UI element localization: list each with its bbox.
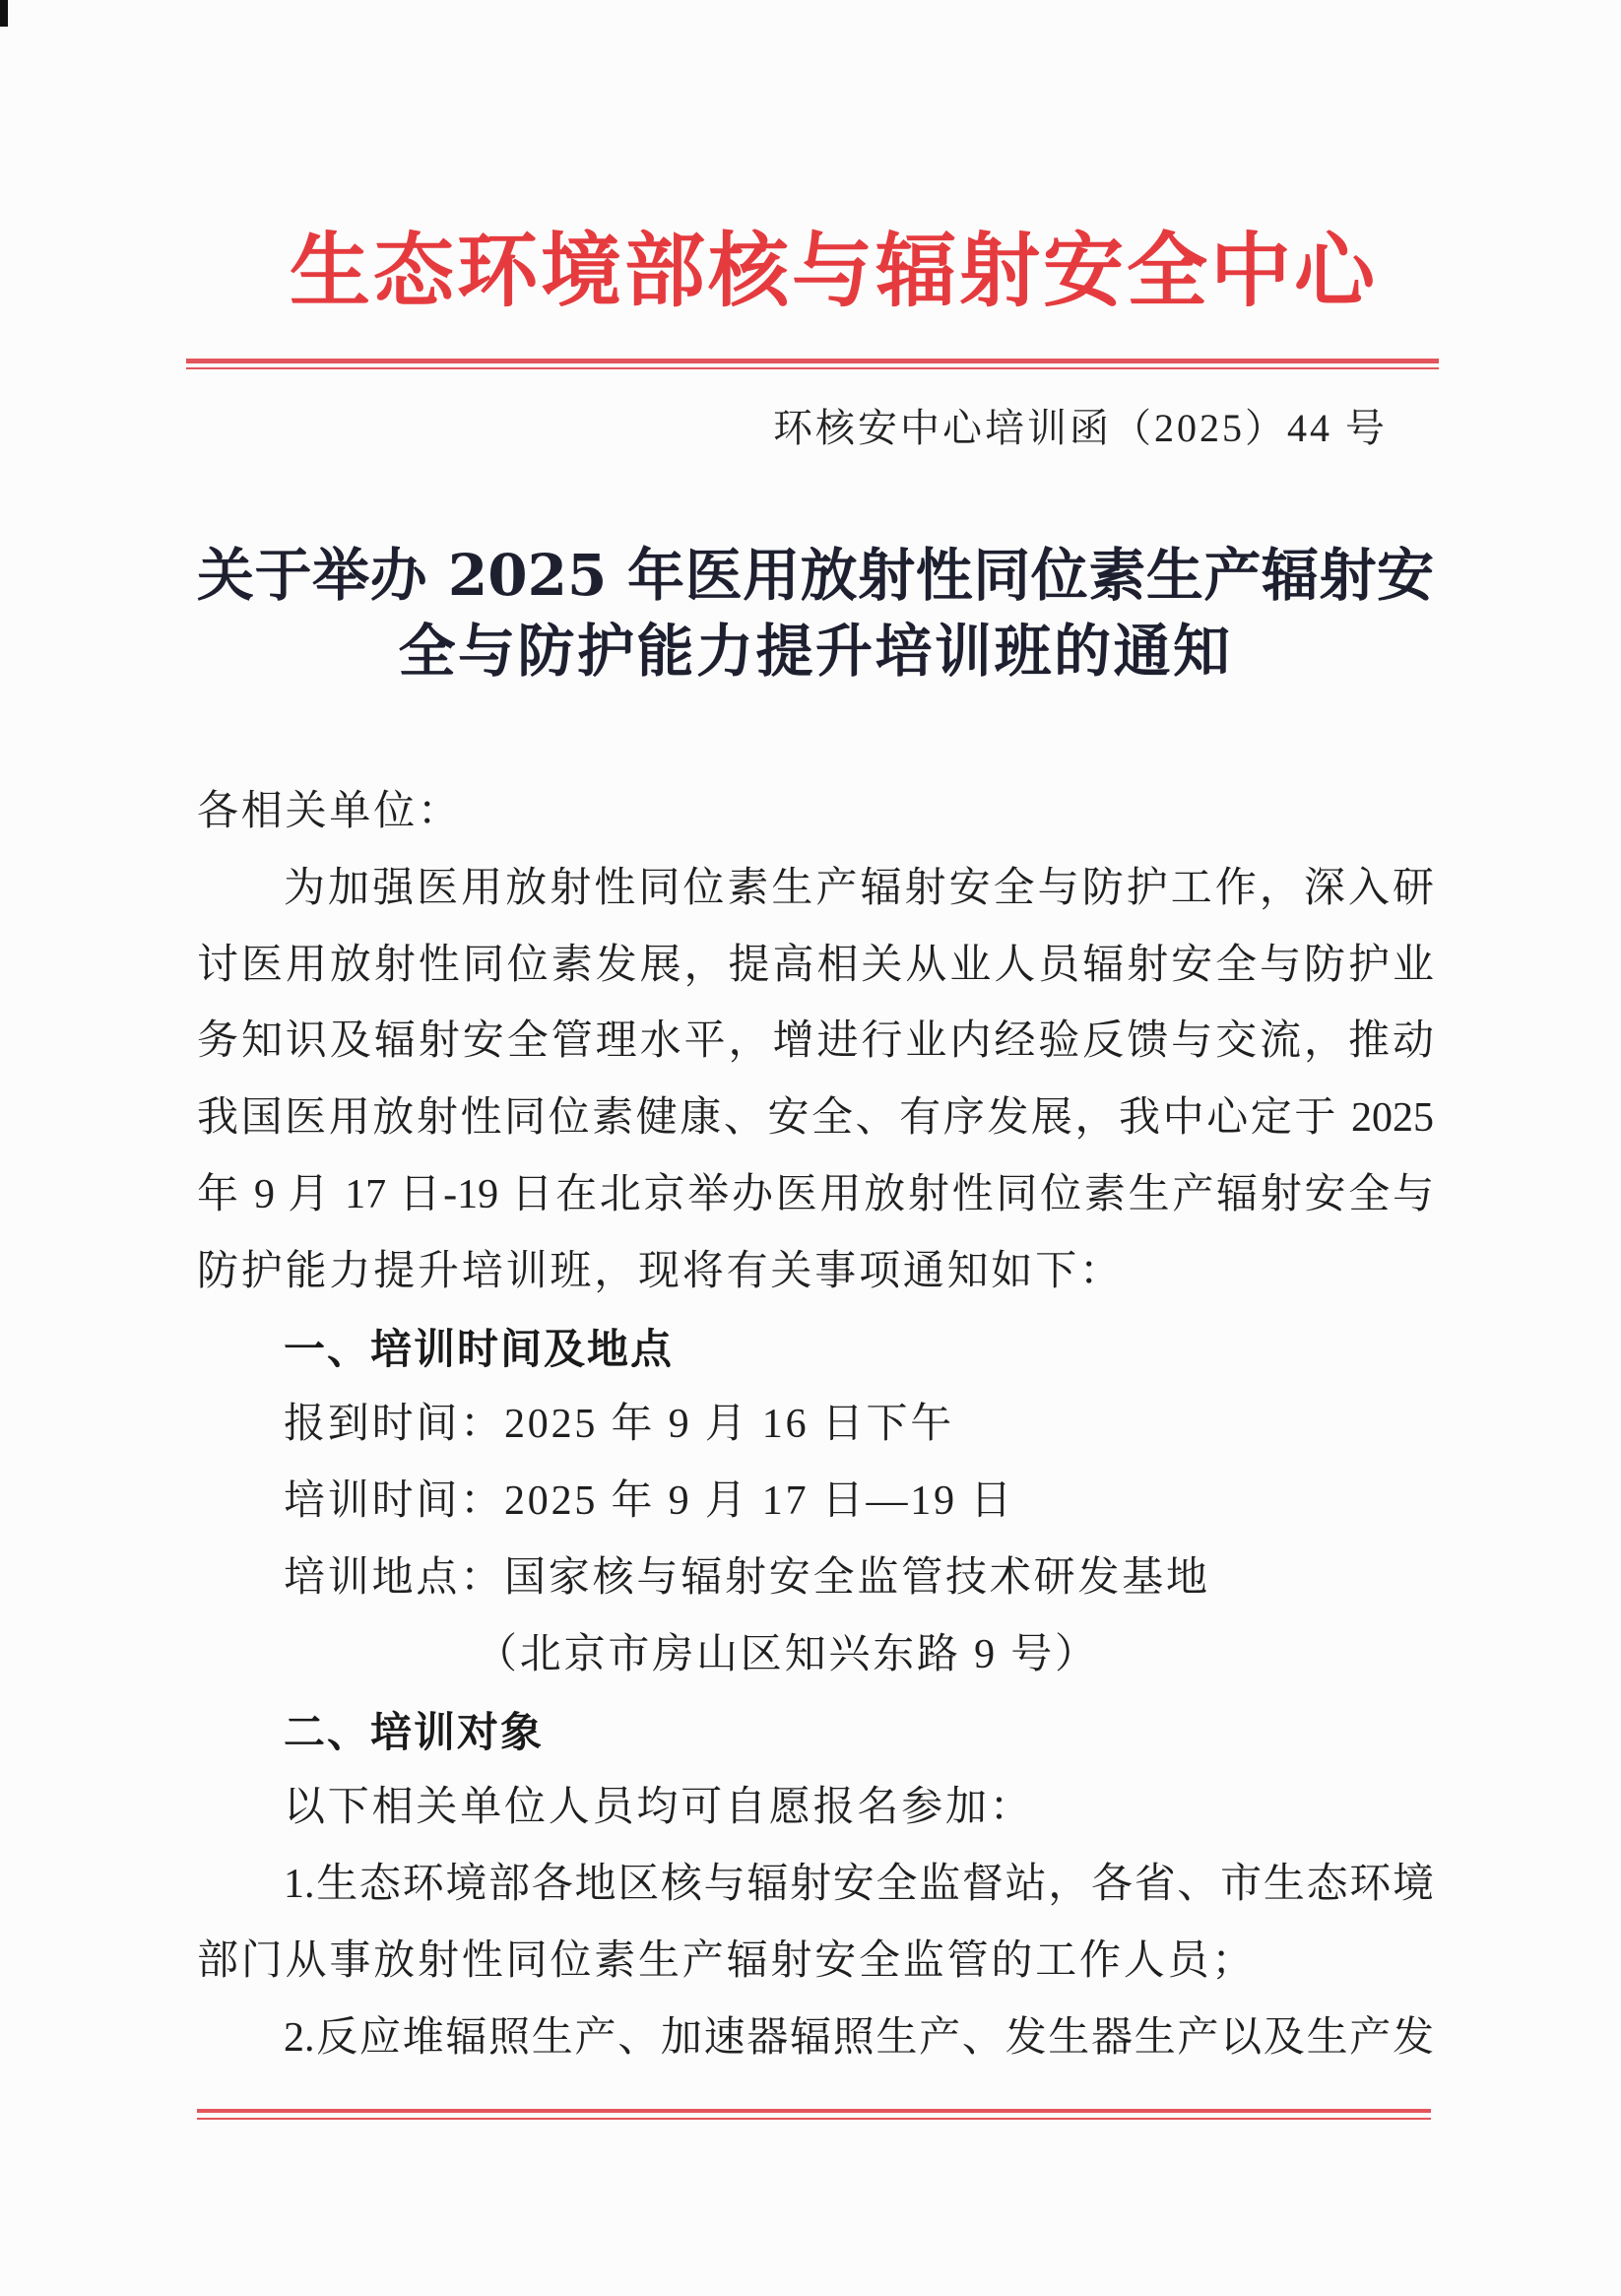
intro-line: 年 9 月 17 日-19 日在北京举办医用放射性同位素生产辐射安全与 — [197, 1171, 1434, 1217]
footer-rule-thin — [197, 2118, 1431, 2120]
training-location: 培训地点：国家核与辐射安全监管技术研发基地 — [284, 1554, 1210, 1601]
document-title-line-1: 关于举办 2025 年医用放射性同位素生产辐射安 — [197, 542, 1434, 609]
footer-rule-thick — [197, 2109, 1431, 2113]
section2-intro: 以下相关单位人员均可自愿报名参加： — [284, 1785, 1034, 1831]
intro-line: 务知识及辐射安全管理水平，增进行业内经验反馈与交流，推动 — [197, 1018, 1434, 1065]
training-time: 培训时间：2025 年 9 月 17 日—19 日 — [284, 1478, 1015, 1525]
intro-line: 为加强医用放射性同位素生产辐射安全与防护工作，深入研 — [284, 865, 1434, 911]
document-title-line-2: 全与防护能力提升培训班的通知 — [398, 618, 1233, 685]
letterhead-rule-thick — [186, 359, 1439, 363]
document-number: 环核安中心培训函（2025）44 号 — [773, 406, 1388, 450]
scan-mark — [0, 0, 8, 27]
section1-heading: 一、培训时间及地点 — [284, 1324, 675, 1373]
document-body — [197, 774, 1434, 2077]
training-address: （北京市房山区知兴东路 9 号） — [476, 1631, 1099, 1677]
list-item-1-line: 部门从事放射性同位素生产辐射安全监管的工作人员； — [197, 1937, 1257, 1984]
intro-line: 防护能力提升培训班，现将有关事项通知如下： — [197, 1248, 1124, 1294]
registration-time: 报到时间：2025 年 9 月 16 日下午 — [284, 1402, 955, 1448]
intro-line: 讨医用放射性同位素发展，提高相关从业人员辐射安全与防护业 — [197, 942, 1434, 988]
intro-line: 我国医用放射性同位素健康、安全、有序发展，我中心定于 2025 — [197, 1095, 1434, 1142]
list-item-2-line: 2.反应堆辐照生产、加速器辐照生产、发生器生产以及生产发 — [284, 2014, 1434, 2061]
section2-heading: 二、培训对象 — [284, 1707, 545, 1756]
salutation: 各相关单位： — [197, 789, 462, 834]
list-item-1-line: 1.生态环境部各地区核与辐射安全监督站，各省、市生态环境 — [284, 1862, 1434, 1908]
letterhead-org-name: 生态环境部核与辐射安全中心 — [290, 224, 1379, 318]
letterhead-rule-thin — [186, 367, 1439, 369]
